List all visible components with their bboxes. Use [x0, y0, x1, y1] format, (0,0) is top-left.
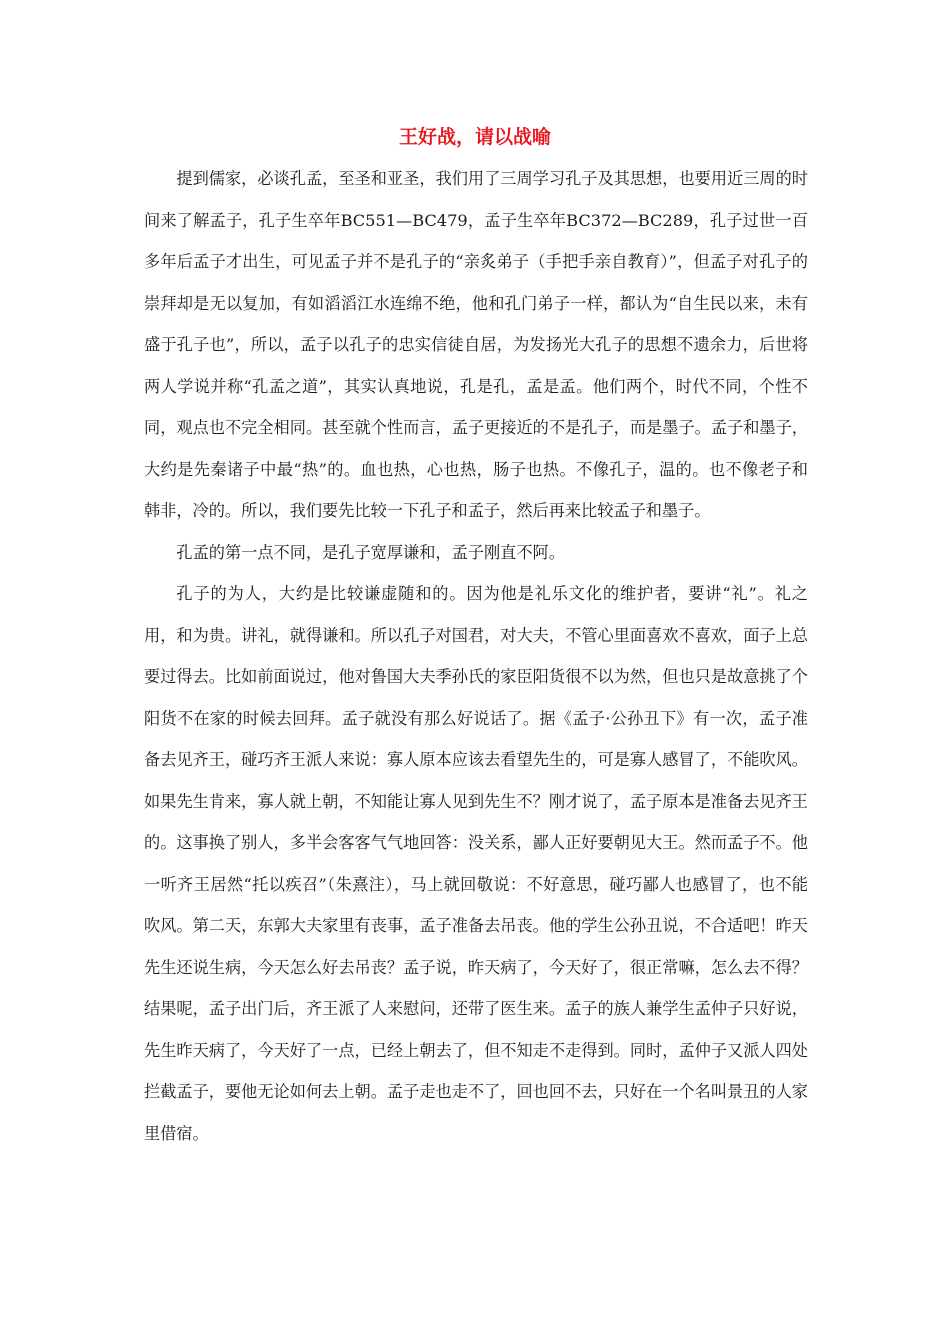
paragraph-confucius-character: 孔子的为人，大约是比较谦虚随和的。因为他是礼乐文化的维护者，要讲“礼”。礼之用，和为贵。讲礼，就得谦和。所以孔子对国君，对大夫，不管心里面喜欢不喜欢，面子上总要过得去。比如前面说过，他对鲁国大夫季孙氏的家臣阳货很不以为然，但也只是故意挑了个阳货不在家的时候去回拜。孟子就没有那么好说话了。据《孟子·公孙丑下》有一次，孟子准备去见齐王，碰巧齐王派人来说：寡人原本应该去看望先生的，可是寡人感冒了，不能吹风。如果先生肯来，寡人就上朝，不知能让寡人见到先生不？刚才说了，孟子原本是准备去见齐王的。这事换了别人，多半会客客气气地回答：没关系，鄙人正好要朝见大王。然而孟子不。他一听齐王居然“托以疾召”（朱熹注），马上就回敬说：不好意思，碰巧鄙人也感冒了，也不能吹风。第二天，东郭大夫家里有丧事，孟子准备去吊丧。他的学生公孙丑说，不合适吧！昨天先生还说生病，今天怎么好去吊丧？孟子说，昨天病了，今天好了，很正常嘛，怎么去不得？结果呢，孟子出门后，齐王派了人来慰问，还带了医生来。孟子的族人兼学生孟仲子只好说，先生昨天病了，今天好了一点，已经上朝去了，但不知走不走得到。同时，孟仲子又派人四处拦截孟子，要他无论如何去上朝。孟子走也走不了，回也回不去，只好在一个名叫景丑的人家里借宿。 [144, 584, 808, 1143]
paragraph-first-difference: 孔孟的第一点不同，是孔子宽厚谦和，孟子刚直不阿。 [176, 542, 565, 562]
document-title: 王好战，请以战喻 [398, 126, 551, 148]
document-body [144, 158, 808, 1154]
paragraph-intro: 提到儒家，必谈孔孟，至圣和亚圣，我们用了三周学习孔子及其思想，也要用近三周的时间来了解孟子，孔子生卒年BC551—BC479，孟子生卒年BC372—BC289，孔子过世一百多年后孟子才出生，可见孟子并不是孔子的“亲炙弟子（手把手亲自教育）”，但孟子对孔子的崇拜却是无以复加，有如滔滔江水连绵不绝，他和孔门弟子一样，都认为“自生民以来，未有盛于孔子也”，所以，孟子以孔子的忠实信徒自居，为发扬光大孔子的思想不遗余力，后世将两人学说并称“孔孟之道”，其实认真地说，孔是孔，孟是孟。他们两个，时代不同，个性不同，观点也不完全相同。甚至就个性而言，孟子更接近的不是孔子，而是墨子。孟子和墨子，大约是先秦诸子中最“热”的。血也热，心也热，肠子也热。不像孔子，温的。也不像老子和韩非，冷的。所以，我们要先比较一下孔子和孟子，然后再来比较孟子和墨子。 [144, 169, 808, 520]
